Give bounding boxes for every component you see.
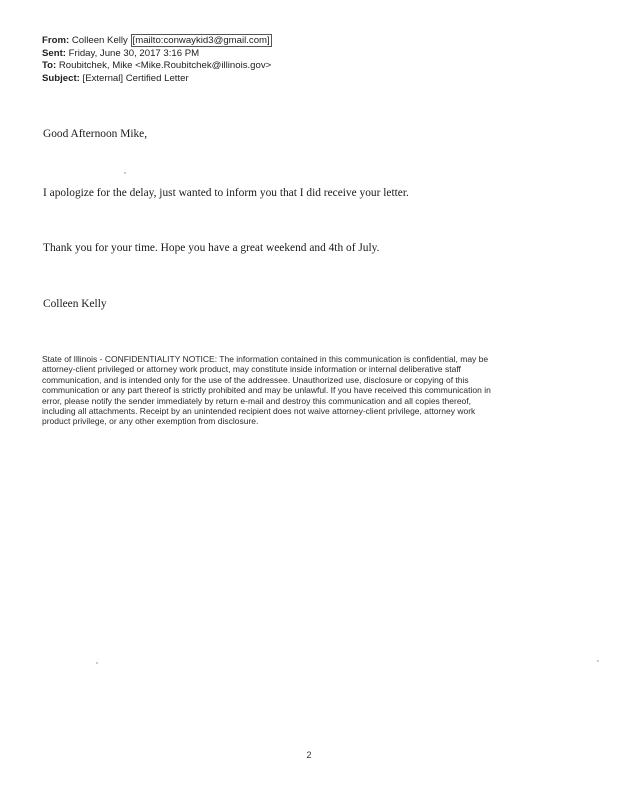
- to-label: To:: [42, 60, 57, 72]
- from-line: [42, 35, 582, 48]
- body-paragraph-1: I apologize for the delay, just wanted to inform you that I did receive your letter.: [43, 187, 409, 199]
- notice-line: product privilege, or any other exemption from disclosure.: [42, 416, 259, 427]
- scan-speck: [597, 660, 599, 662]
- scan-speck: [96, 662, 98, 664]
- subject-line: [42, 73, 582, 86]
- signature: Colleen Kelly: [43, 298, 107, 310]
- to-line: [42, 60, 582, 73]
- notice-line: communication or any part thereof is strictly prohibited and may be unlawful. If you have received this communication in: [42, 385, 491, 396]
- confidentiality-notice: [42, 354, 578, 427]
- greeting: Good Afternoon Mike,: [43, 128, 148, 140]
- notice-line: attorney-client privileged or attorney work product, may constitute inside information or internal deliberative staff: [42, 364, 461, 375]
- sent-value: Friday, June 30, 2017 3:16 PM: [68, 47, 200, 59]
- from-label: From:: [42, 35, 70, 46]
- subject-label: Subject:: [42, 72, 80, 84]
- body-paragraph-2: Thank you for your time. Hope you have a great weekend and 4th of July.: [43, 242, 380, 254]
- scan-speck: [124, 172, 126, 174]
- page-number: 2: [306, 750, 312, 760]
- notice-line: error, please notify the sender immediately by return e-mail and destroy this communication and all copies thereof,: [42, 395, 471, 406]
- sent-line: [42, 48, 582, 61]
- from-email-link[interactable]: [mailto:conwaykid3@gmail.com]: [132, 35, 270, 46]
- notice-line: State of Illinois - CONFIDENTIALITY NOTICE: The information contained in this communication is confidential, may be: [42, 354, 489, 364]
- notice-line: including all attachments. Receipt by an unintended recipient does not waive attorney-client privilege, attorney work: [42, 406, 476, 417]
- email-header: [42, 35, 582, 85]
- subject-value: [External] Certified Letter: [82, 72, 189, 84]
- sent-label: Sent:: [42, 47, 66, 59]
- to-value: Roubitchek, Mike <Mike.Roubitchek@illinois.gov>: [58, 60, 272, 72]
- from-name: Colleen Kelly: [71, 35, 128, 46]
- notice-line: communication, and is intended only for the use of the addressee. Unauthorized use, disclosure or copying of this: [42, 374, 469, 385]
